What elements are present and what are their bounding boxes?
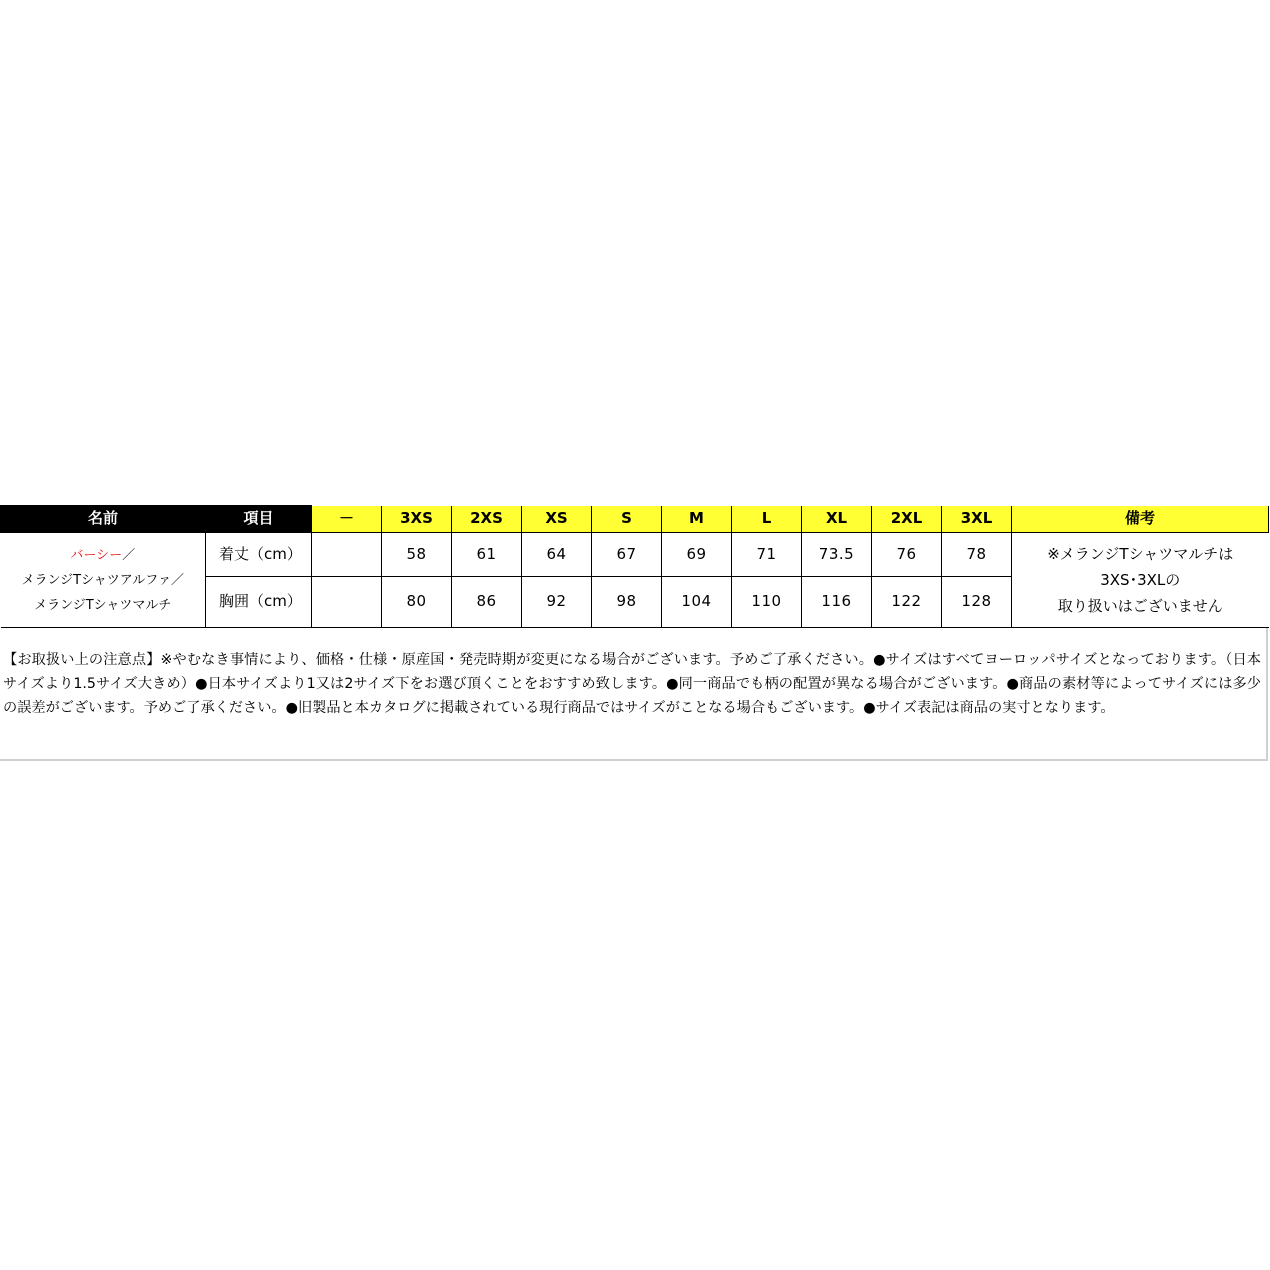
table-cell: 128 <box>942 577 1012 628</box>
header-size-3xl: 3XL <box>942 506 1012 533</box>
table-cell: 64 <box>522 533 592 577</box>
table-cell: 104 <box>662 577 732 628</box>
header-size-s: S <box>592 506 662 533</box>
product-name-cell <box>1 533 206 628</box>
header-size-none: － <box>312 506 382 533</box>
header-size-2xl: 2XL <box>872 506 942 533</box>
table-cell: 61 <box>452 533 522 577</box>
table-cell: 78 <box>942 533 1012 577</box>
note-cell <box>1012 533 1269 628</box>
product-name-line2: メランジTシャツアルファ／ <box>21 572 185 588</box>
table-header-row <box>1 506 1269 533</box>
size-table <box>0 505 1269 628</box>
table-cell: 86 <box>452 577 522 628</box>
header-size-l: L <box>732 506 802 533</box>
care-notes-text: 【お取扱い上の注意点】※やむなき事情により、価格・仕様・原産国・発売時期が変更になる場合がございます。予めご了承ください。●サイズはすべてヨーロッパサイズとなっております。（日本サイズより1.5サイズ大きめ）●日本サイズより1又は2サイズ下をお選び頂くことをおすすめ致します。●同一商品でも柄の配置が異なる場合がございます。●商品の素材等によってサイズには多少の誤差がございます。予めご了承ください。●旧製品と本カタログに掲載されている現行商品ではサイズがことなる場合もございます。●サイズ表記は商品の実寸となります。 <box>3 652 1261 716</box>
header-size-3xs: 3XS <box>382 506 452 533</box>
note-line-1: ※メランジTシャツマルチは <box>1047 545 1234 563</box>
table-cell: 80 <box>382 577 452 628</box>
product-name-separator: ／ <box>122 547 136 563</box>
care-notes-box <box>0 628 1268 761</box>
header-size-xl: XL <box>802 506 872 533</box>
header-size-xs: XS <box>522 506 592 533</box>
header-item: 項目 <box>206 506 312 533</box>
header-name: 名前 <box>1 506 206 533</box>
table-cell: 67 <box>592 533 662 577</box>
table-cell: 122 <box>872 577 942 628</box>
table-cell: 69 <box>662 533 732 577</box>
product-name-line3: メランジTシャツマルチ <box>34 597 172 613</box>
table-cell: 73.5 <box>802 533 872 577</box>
table-cell: 58 <box>382 533 452 577</box>
table-cell: 71 <box>732 533 802 577</box>
table-row-length <box>1 533 1269 577</box>
table-cell <box>312 577 382 628</box>
note-line-3: 取り扱いはございません <box>1057 597 1223 615</box>
table-cell: 110 <box>732 577 802 628</box>
note-line-2: 3XS･3XLの <box>1100 571 1181 589</box>
header-size-m: M <box>662 506 732 533</box>
product-name-accent: バーシー <box>70 547 123 563</box>
table-cell: 92 <box>522 577 592 628</box>
table-cell: 98 <box>592 577 662 628</box>
row-label-length: 着丈（cm） <box>206 533 312 577</box>
table-cell: 116 <box>802 577 872 628</box>
header-size-2xs: 2XS <box>452 506 522 533</box>
row-label-chest: 胸囲（cm） <box>206 577 312 628</box>
header-note: 備考 <box>1012 506 1269 533</box>
table-cell: 76 <box>872 533 942 577</box>
table-cell <box>312 533 382 577</box>
